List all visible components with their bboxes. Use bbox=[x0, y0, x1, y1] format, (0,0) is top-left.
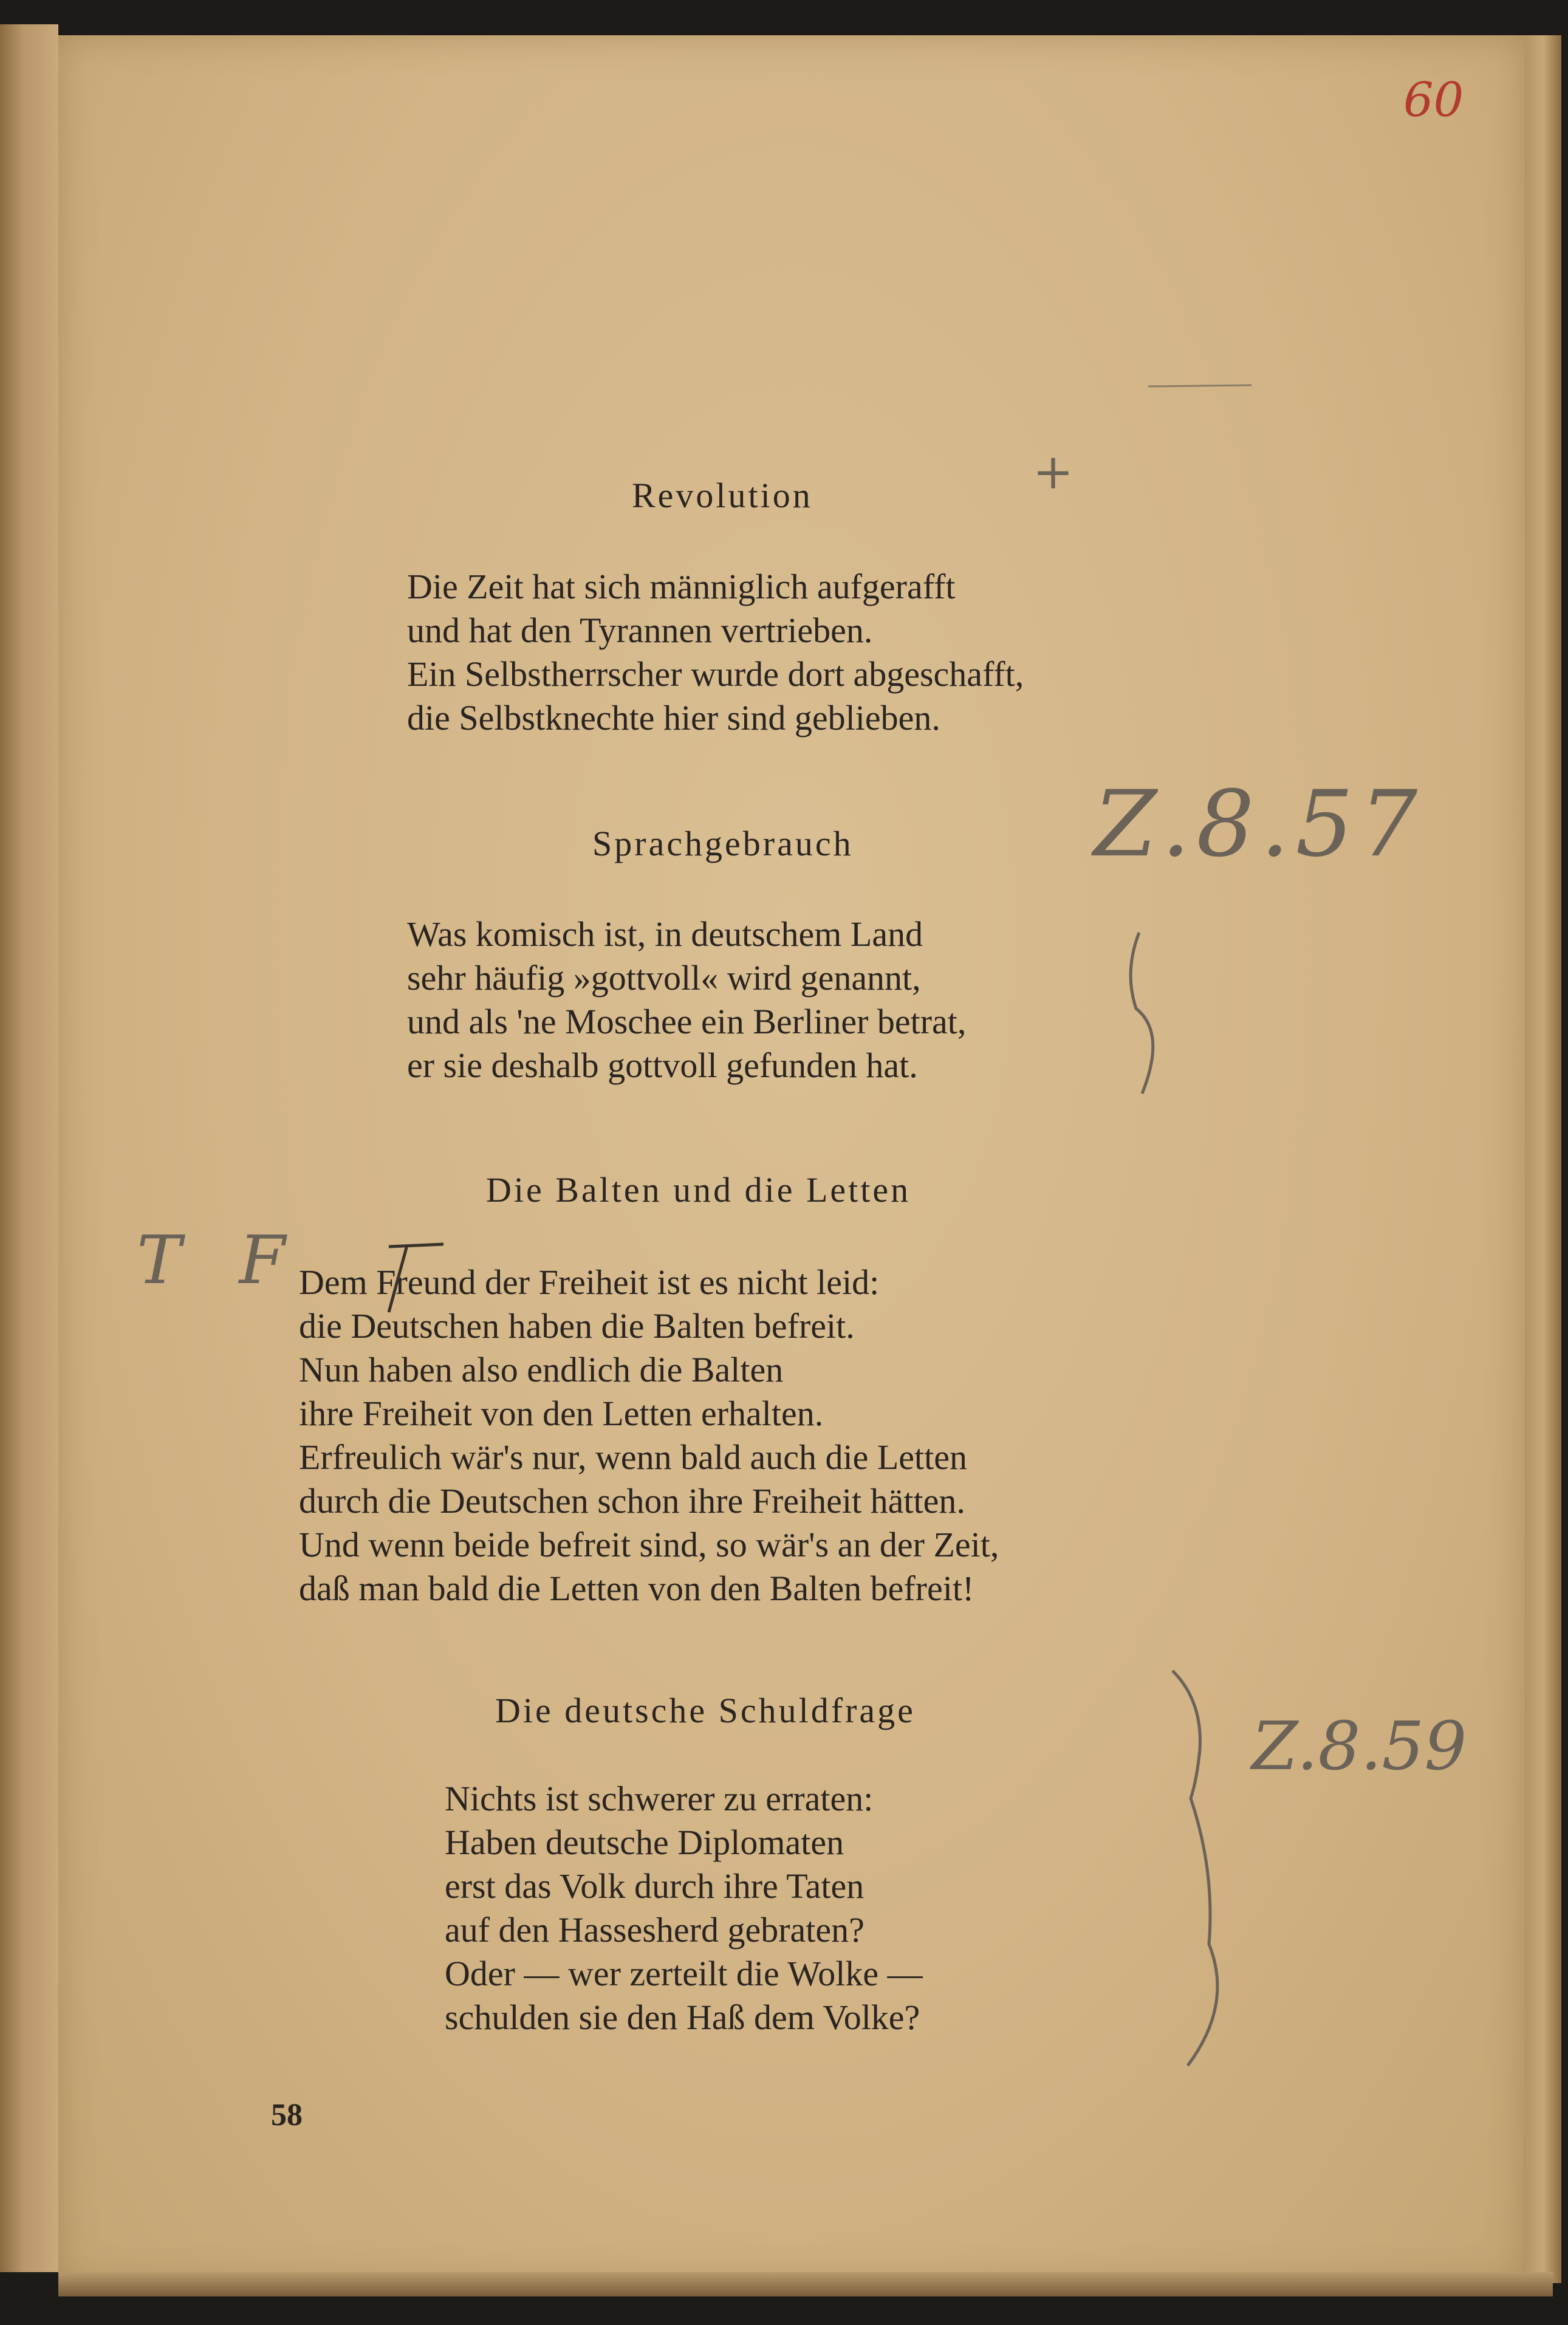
note-schuldfrage: Z.8.59 bbox=[1251, 1707, 1467, 1785]
poem-line: er sie deshalb gottvoll gefunden hat. bbox=[407, 1046, 918, 1085]
poem-line: sehr häufig »gottvoll« wird genannt, bbox=[407, 958, 921, 998]
poem-line: ihre Freiheit von den Letten erhalten. bbox=[299, 1394, 824, 1433]
poem-line: die Selbstknechte hier sind geblieben. bbox=[407, 698, 940, 738]
poem-line: daß man bald die Letten von den Balten befreit! bbox=[299, 1569, 974, 1608]
poem-line: Nun haben also endlich die Balten bbox=[299, 1350, 784, 1389]
folio-number: 60 bbox=[1403, 73, 1464, 128]
poem-line: Haben deutsche Diplomaten bbox=[445, 1823, 844, 1862]
poem-title-revolution: Revolution bbox=[632, 476, 813, 515]
poem-line: Und wenn beide befreit sind, so wär's an der Zeit, bbox=[299, 1525, 999, 1564]
poem-title-balten: Die Balten und die Letten bbox=[486, 1170, 911, 1210]
cross-mark: + bbox=[1033, 443, 1074, 500]
poem-line: Ein Selbstherrscher wurde dort abgeschafft, bbox=[407, 654, 1024, 694]
poem-line: Was komisch ist, in deutschem Land bbox=[407, 914, 923, 954]
poem-line: Die Zeit hat sich männiglich aufgerafft bbox=[407, 567, 956, 606]
poem-line: Erfreulich wär's nur, wenn bald auch die Letten bbox=[299, 1437, 968, 1477]
poem-line: schulden sie den Haß dem Volke? bbox=[445, 1998, 920, 2037]
poem-line: Oder — wer zerteilt die Wolke — bbox=[445, 1954, 923, 1993]
note-sprachgebrauch: Z.8.57 bbox=[1094, 772, 1424, 877]
poem-line: die Deutschen haben die Balten befreit. bbox=[299, 1306, 855, 1346]
poem-line: und als 'ne Moschee ein Berliner betrat, bbox=[407, 1002, 967, 1041]
poem-line: und hat den Tyrannen vertrieben. bbox=[407, 611, 873, 650]
poem-line: Dem Freund der Freiheit ist es nicht leid: bbox=[299, 1262, 880, 1302]
page-number: 58 bbox=[271, 2098, 303, 2132]
poem-line: erst das Volk durch ihre Taten bbox=[445, 1866, 864, 1906]
note-balten: T F bbox=[137, 1221, 304, 1299]
poem-title-schuldfrage: Die deutsche Schuldfrage bbox=[495, 1691, 916, 1730]
poem-line: Nichts ist schwerer zu erraten: bbox=[445, 1779, 874, 1818]
poem-line: auf den Hassesherd gebraten? bbox=[445, 1910, 864, 1950]
poem-line: durch die Deutschen schon ihre Freiheit hätten. bbox=[299, 1481, 965, 1521]
poem-title-sprachgebrauch: Sprachgebrauch bbox=[592, 824, 854, 863]
